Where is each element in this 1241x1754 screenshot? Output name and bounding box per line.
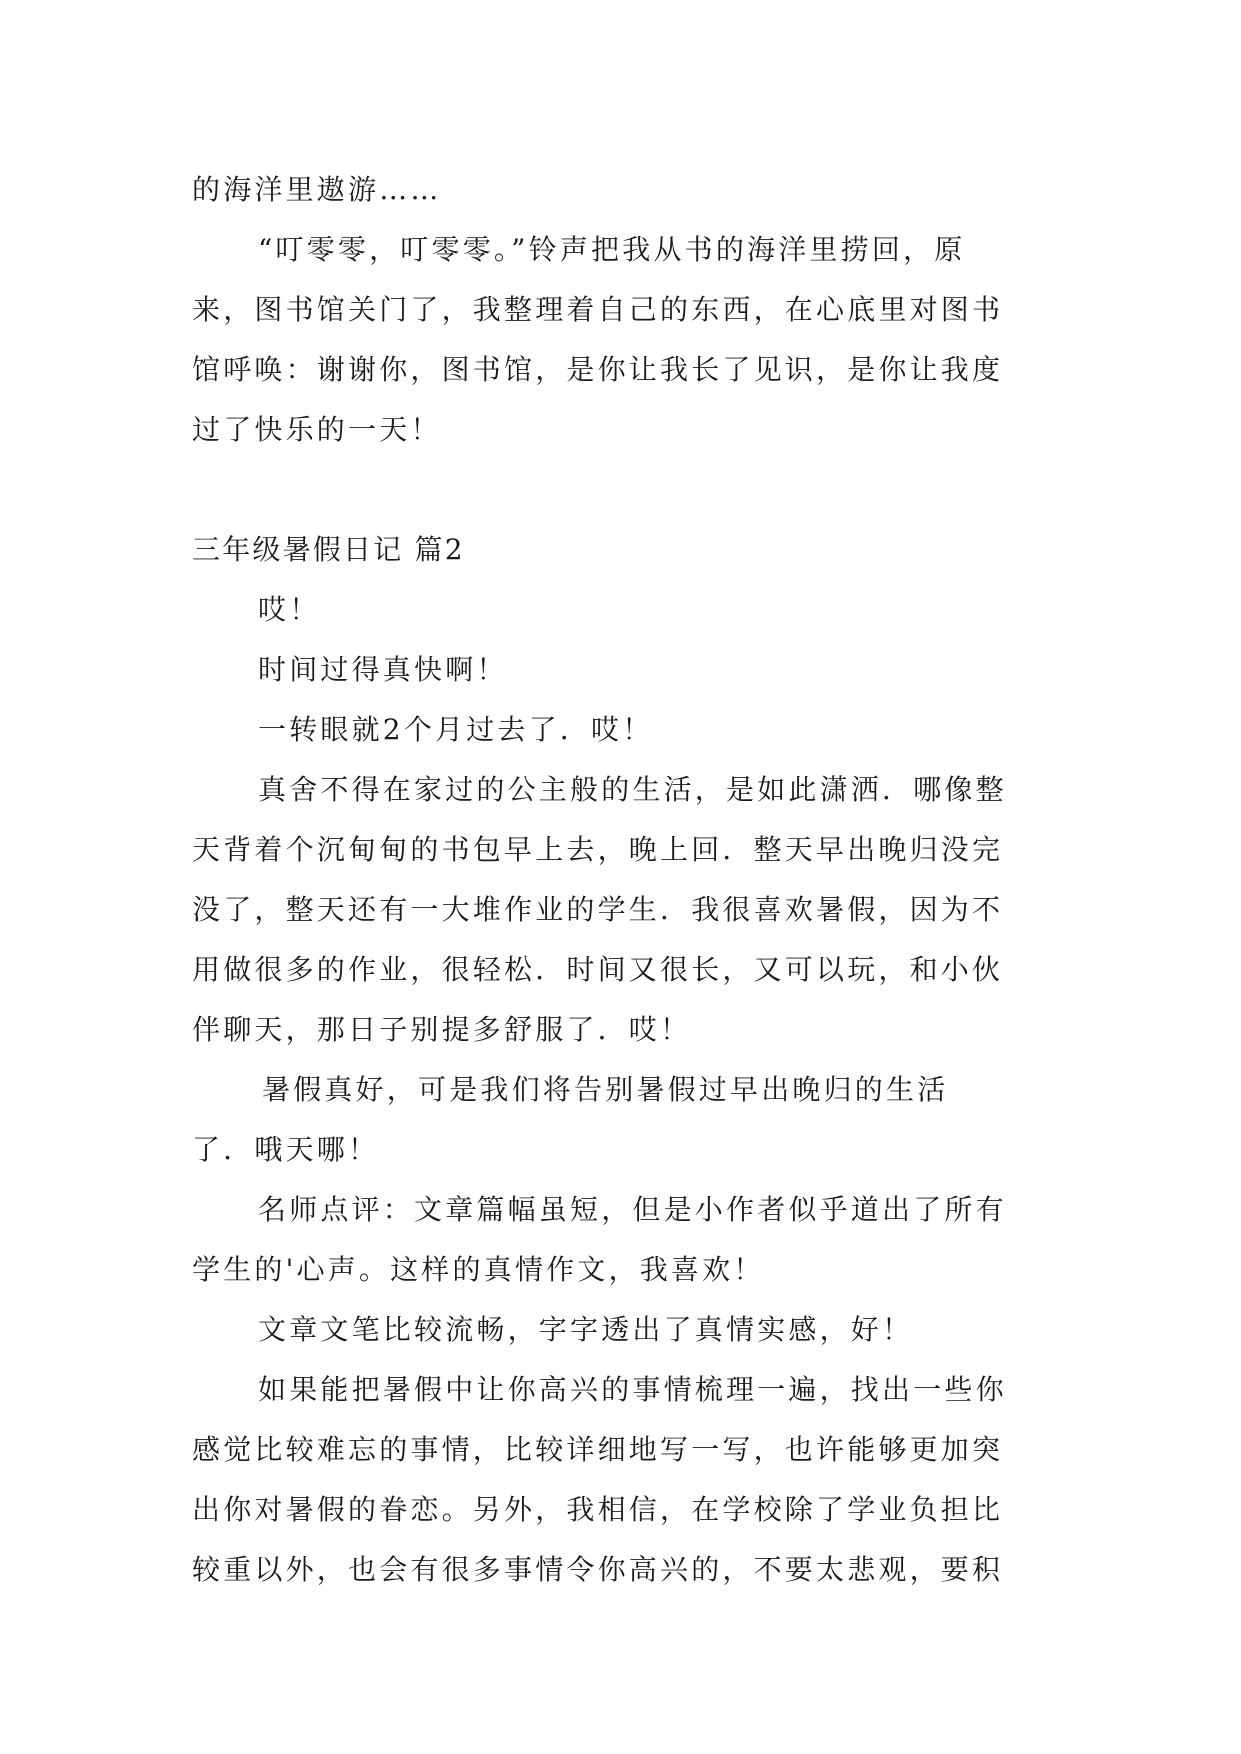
text-line: 天背着个沉甸甸的书包早上去，晚上回．整天早出晚归没完 [192,833,1004,866]
section-gap [192,460,1052,520]
document-page [192,160,1052,1600]
section-title: 三年级暑假日记 篇2 [192,533,465,566]
text-line: 暑假真好，可是我们将告别暑假过早出晚归的生活 [262,1073,949,1106]
text-line: “叮零零，叮零零。”铃声把我从书的海洋里捞回，原 [258,233,966,266]
text-line: 名师点评：文章篇幅虽短，但是小作者似乎道出了所有 [258,1193,1007,1226]
text-line: 来，图书馆关门了，我整理着自己的东西，在心底里对图书 [192,293,1004,326]
text-line: 真舍不得在家过的公主般的生活，是如此潇洒．哪像整 [258,773,1007,806]
text-line: 时间过得真快啊！ [258,653,508,686]
text-line: 没了，整天还有一大堆作业的学生．我很喜欢暑假，因为不 [192,893,1004,926]
text-line: 伴聊天，那日子别提多舒服了．哎！ [192,1013,692,1046]
text-line: 馆呼唤：谢谢你，图书馆，是你让我长了见识，是你让我度 [192,353,1004,386]
text-line: 感觉比较难忘的事情，比较详细地写一写，也许能够更加突 [192,1433,1004,1466]
text-line: 了．哦天哪！ [192,1133,380,1166]
text-line: 出你对暑假的眷恋。另外，我相信，在学校除了学业负担比 [192,1493,1004,1526]
text-line: 文章文笔比较流畅，字字透出了真情实感，好！ [258,1313,914,1346]
text-line: 如果能把暑假中让你高兴的事情梳理一遍，找出一些你 [258,1373,1007,1406]
text-line: 学生的'心声。这样的真情作文，我喜欢！ [192,1253,765,1286]
text-line: 一转眼就2个月过去了．哎！ [258,713,654,746]
text-line: 较重以外，也会有很多事情令你高兴的，不要太悲观，要积 [192,1553,1004,1586]
text-line: 的海洋里遨游…… [192,173,442,206]
text-line: 过了快乐的一天！ [192,413,442,446]
text-line: 哎！ [258,593,321,626]
text-line: 用做很多的作业，很轻松．时间又很长，又可以玩，和小伙 [192,953,1004,986]
